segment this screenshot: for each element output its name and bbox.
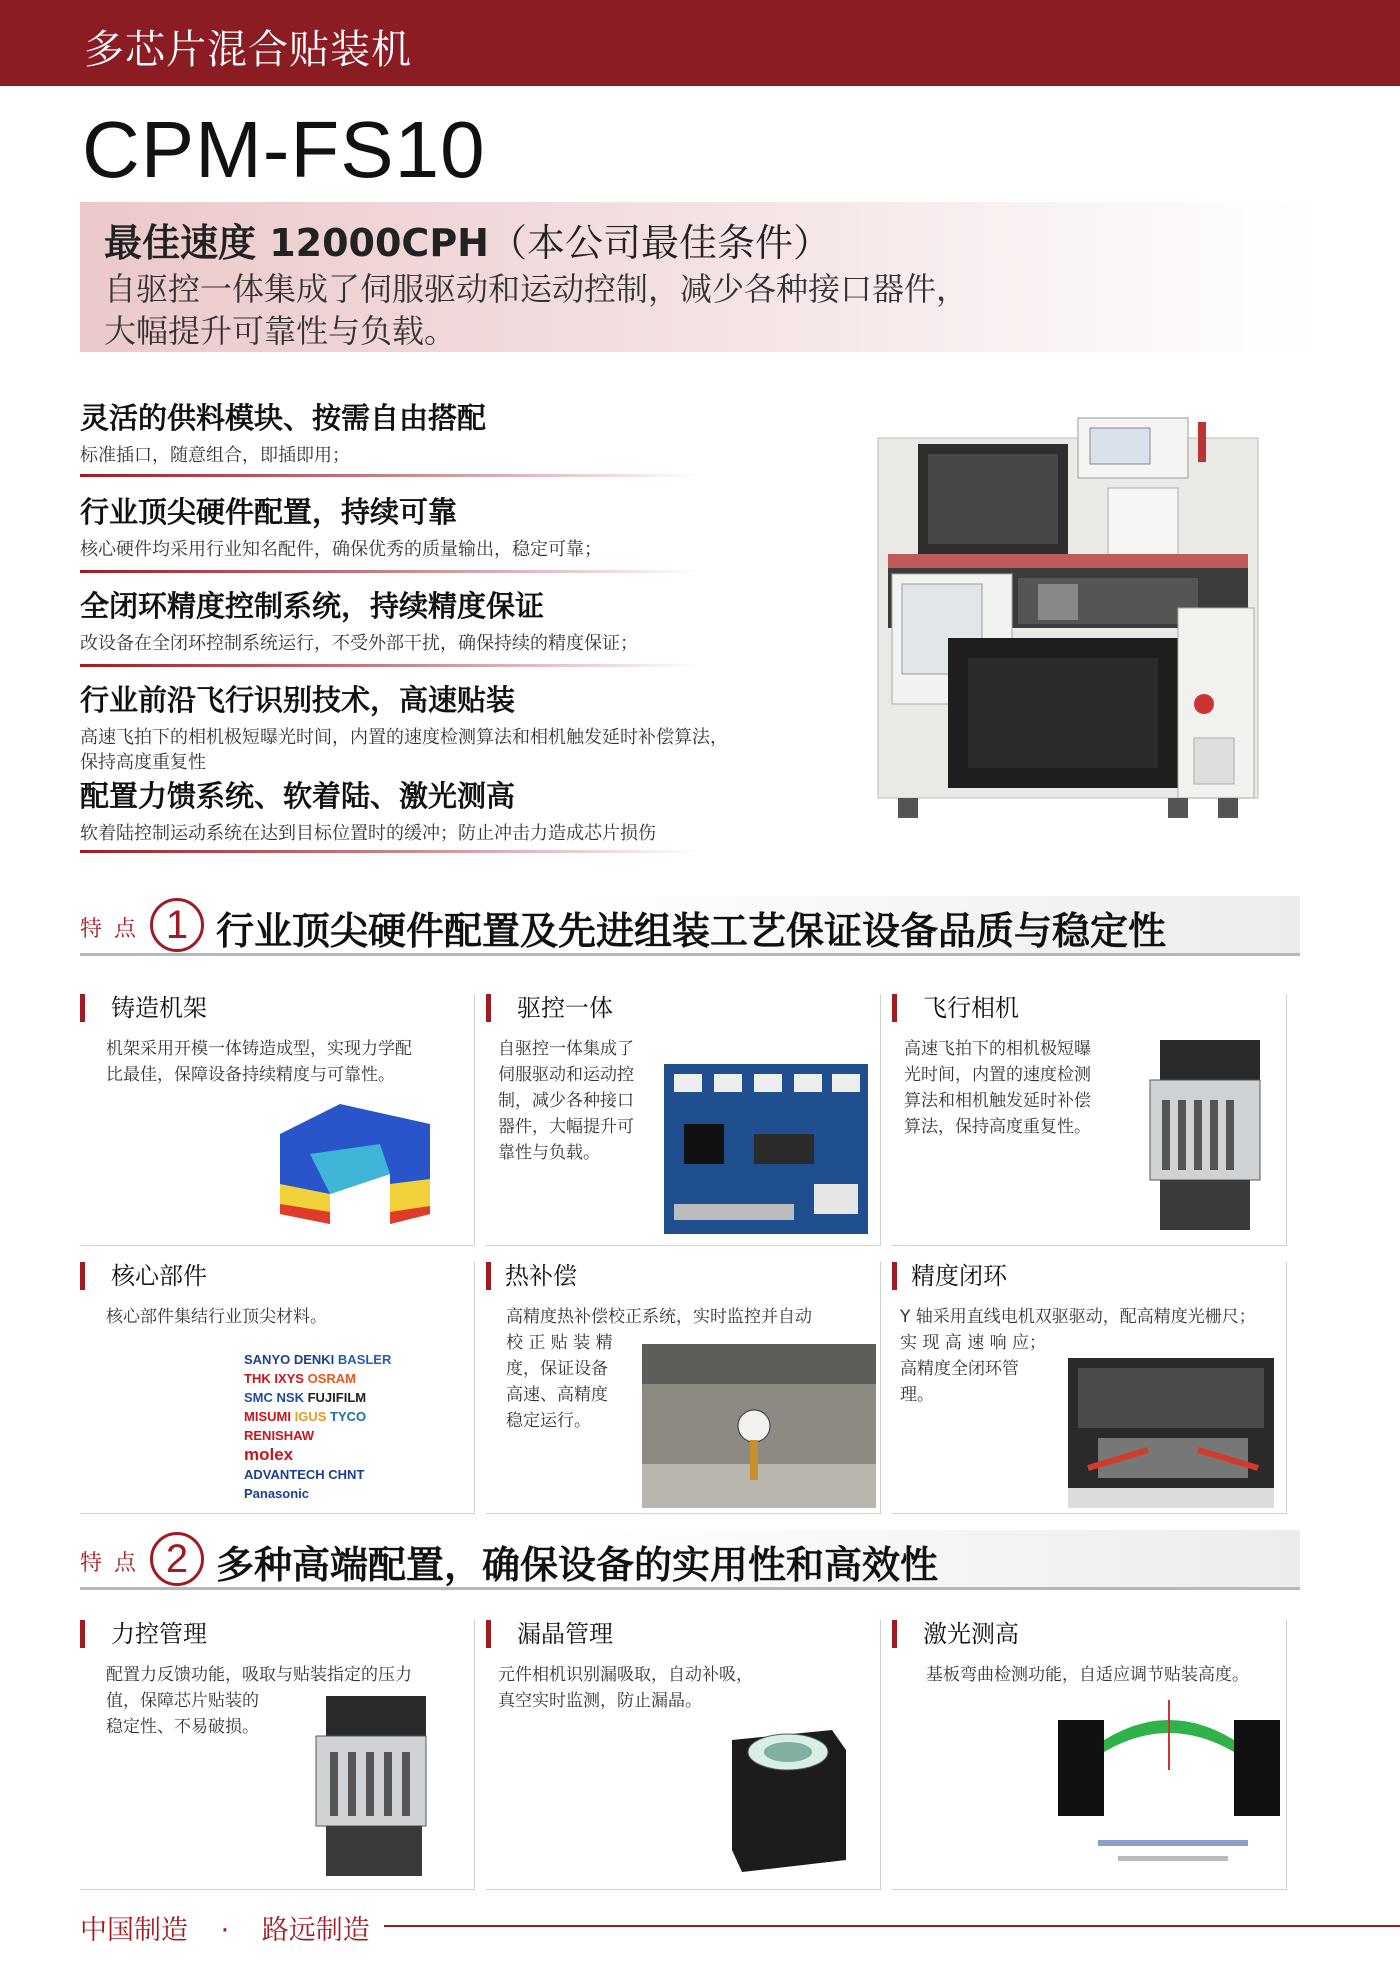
section-tag: 特点 — [80, 917, 149, 942]
card-title: 核心部件 — [80, 1262, 207, 1290]
camera-head-image — [1140, 1040, 1274, 1240]
card-desc — [904, 1036, 1091, 1140]
card-desc — [106, 1036, 412, 1088]
section-1-header — [80, 896, 1300, 956]
card-line: 算法，保持高度重复性。 — [904, 1117, 1091, 1137]
card-line: 真空实时监测，防止漏晶。 — [498, 1691, 702, 1711]
hero-speed-note: （本公司最佳条件） — [488, 221, 831, 265]
section-title: 多种高端配置，确保设备的实用性和高效性 — [216, 1543, 939, 1587]
divider — [80, 664, 700, 667]
brand-logo: IXYS — [274, 1371, 304, 1386]
feature-title: 行业顶尖硬件配置，持续可靠 — [80, 495, 458, 529]
card-line: Y 轴采用直线电机双驱驱动，配高精度光栅尺； — [900, 1307, 1256, 1327]
card-title: 精度闭环 — [892, 1262, 1007, 1290]
feature-desc: 标准插口，随意组合，即插即用； — [80, 445, 350, 466]
footer-luyuan-made: 路远制造 — [261, 1915, 370, 1946]
frame-fea-image — [270, 1094, 440, 1234]
card-desc — [498, 1662, 753, 1714]
force-head-image — [306, 1696, 446, 1882]
brand-logo: SANYO DENKI — [244, 1352, 335, 1367]
brand-logo: OSRAM — [307, 1371, 356, 1386]
card-line: 校 正 贴 装 精 — [506, 1333, 613, 1353]
card-line: 比最佳，保障设备持续精度与可靠性。 — [106, 1065, 395, 1085]
card-title: 激光测高 — [892, 1620, 1019, 1648]
feature-3 — [80, 584, 880, 656]
brand-logo: ADVANTECH — [244, 1467, 325, 1482]
section-number: 1 — [150, 898, 204, 952]
card-line: 高速、高精度 — [506, 1385, 608, 1405]
model-name: CPM-FS10 — [82, 105, 486, 194]
section-tag: 特点 — [80, 1551, 149, 1576]
card-line: 靠性与负载。 — [498, 1143, 600, 1163]
hero-box — [80, 202, 1320, 352]
card-line: 稳定性、不易破损。 — [106, 1717, 259, 1737]
divider — [80, 474, 700, 477]
hero-speed-line — [104, 212, 831, 267]
feature-desc: 改设备在全闭环控制系统运行，不受外部干扰，确保持续的精度保证； — [80, 633, 638, 654]
card-line: 光时间，内置的速度检测 — [904, 1065, 1091, 1085]
footer-rule — [384, 1925, 1400, 1927]
card-line: 机架采用开模一体铸造成型，实现力学配 — [106, 1039, 412, 1059]
brand-logo: THK — [244, 1371, 271, 1386]
brand-logo: NSK — [276, 1390, 304, 1405]
header-bar — [0, 0, 1400, 86]
hero-line-3: 大幅提升可靠性与负载。 — [104, 312, 457, 350]
card-thermal-compensation — [486, 1262, 881, 1514]
feature-title: 配置力馈系统、软着陆、激光测高 — [80, 779, 516, 813]
card-force-control — [80, 1620, 475, 1890]
card-drive-control — [486, 994, 881, 1246]
feature-1 — [80, 396, 880, 468]
footer-made-in-china: 中国制造 — [80, 1915, 188, 1946]
card-line: 自驱控一体集成了 — [498, 1039, 634, 1059]
footer-dot: · — [220, 1915, 230, 1946]
thermal-sensor-image — [642, 1344, 876, 1508]
card-precision-closed-loop — [892, 1262, 1287, 1514]
feature-desc-2: 保持高度重复性 — [80, 752, 206, 773]
brand-logos — [244, 1350, 444, 1508]
feature-5 — [80, 774, 880, 846]
feature-title: 灵活的供料模块、按需自由搭配 — [80, 401, 487, 435]
card-desc — [106, 1304, 327, 1330]
card-line: 稳定运行。 — [506, 1411, 591, 1431]
hero-line-2: 自驱控一体集成了伺服驱动和运动控制，减少各种接口器件， — [104, 270, 969, 308]
card-laser-height — [892, 1620, 1287, 1890]
hero-speed: 最佳速度 12000CPH — [104, 221, 489, 265]
card-line: 实 现 高 速 响 应； — [900, 1333, 1047, 1353]
card-line: 核心部件集结行业顶尖材料。 — [106, 1307, 327, 1327]
card-line: 理。 — [900, 1385, 934, 1405]
card-title: 漏晶管理 — [486, 1620, 613, 1648]
divider — [80, 570, 700, 573]
machine-image — [868, 408, 1278, 848]
feature-2 — [80, 490, 880, 562]
section-title: 行业顶尖硬件配置及先进组装工艺保证设备品质与稳定性 — [216, 909, 1167, 953]
card-core-parts — [80, 1262, 475, 1514]
feature-desc: 软着陆控制运动系统在达到目标位置时的缓冲；防止冲击力造成芯片损伤 — [80, 823, 656, 844]
divider — [80, 850, 700, 853]
brand-logo: MISUMI — [244, 1409, 291, 1424]
card-casting-frame — [80, 994, 475, 1246]
feature-desc: 高速飞拍下的相机极短曝光时间，内置的速度检测算法和相机触发延时补偿算法， — [80, 727, 728, 748]
brand-logo: TYCO — [330, 1409, 367, 1424]
brand-logo: FUJIFILM — [307, 1390, 367, 1405]
card-missing-chip — [486, 1620, 881, 1890]
card-line: 高速飞拍下的相机极短曝 — [904, 1039, 1091, 1059]
card-line: 元件相机识别漏吸取，自动补吸， — [498, 1665, 753, 1685]
card-line: 配置力反馈功能，吸取与贴装指定的压力 — [106, 1665, 412, 1685]
section-2-header — [80, 1530, 1300, 1590]
board-warp-diagram — [1058, 1700, 1280, 1878]
brand-logo: BASLER — [337, 1352, 392, 1367]
footer-slogan — [80, 1908, 370, 1947]
card-title: 热补偿 — [486, 1262, 577, 1290]
card-line: 度，保证设备 — [506, 1359, 608, 1379]
feature-desc: 核心硬件均采用行业知名配件，确保优秀的质量输出，稳定可靠； — [80, 539, 602, 560]
card-line: 高精度全闭环管 — [900, 1359, 1019, 1379]
card-line: 伺服驱动和运动控 — [498, 1065, 634, 1085]
card-flying-camera — [892, 994, 1287, 1246]
card-line: 制，减少各种接口 — [498, 1091, 634, 1111]
card-line: 器件，大幅提升可 — [498, 1117, 634, 1137]
card-line: 值，保障芯片贴装的 — [106, 1691, 259, 1711]
card-title: 铸造机架 — [80, 994, 207, 1022]
card-title: 力控管理 — [80, 1620, 207, 1648]
feature-title: 行业前沿飞行识别技术，高速贴装 — [80, 683, 516, 717]
brand-logo: Panasonic — [244, 1486, 310, 1501]
brand-logo: CHNT — [328, 1467, 365, 1482]
component-camera-image — [722, 1720, 852, 1882]
card-title: 飞行相机 — [892, 994, 1019, 1022]
card-line: 基板弯曲检测功能，自适应调节贴装高度。 — [926, 1665, 1249, 1685]
feature-title: 全闭环精度控制系统，持续精度保证 — [80, 589, 545, 623]
brand-logo: SMC — [244, 1390, 273, 1405]
card-line: 算法和相机触发延时补偿 — [904, 1091, 1091, 1111]
feature-4 — [80, 678, 880, 775]
card-desc — [498, 1036, 634, 1166]
card-line: 高精度热补偿校正系统，实时监控并自动 — [506, 1307, 812, 1327]
brand-logo: RENISHAW — [244, 1428, 315, 1443]
linear-motor-image — [1068, 1358, 1274, 1508]
brand-logo: molex — [244, 1445, 294, 1464]
card-title: 驱控一体 — [486, 994, 613, 1022]
card-desc — [926, 1662, 1249, 1688]
drive-board-image — [664, 1064, 868, 1234]
section-number: 2 — [150, 1532, 204, 1586]
product-category-title: 多芯片混合贴装机 — [84, 27, 412, 73]
brand-logo: IGUS — [294, 1409, 327, 1424]
